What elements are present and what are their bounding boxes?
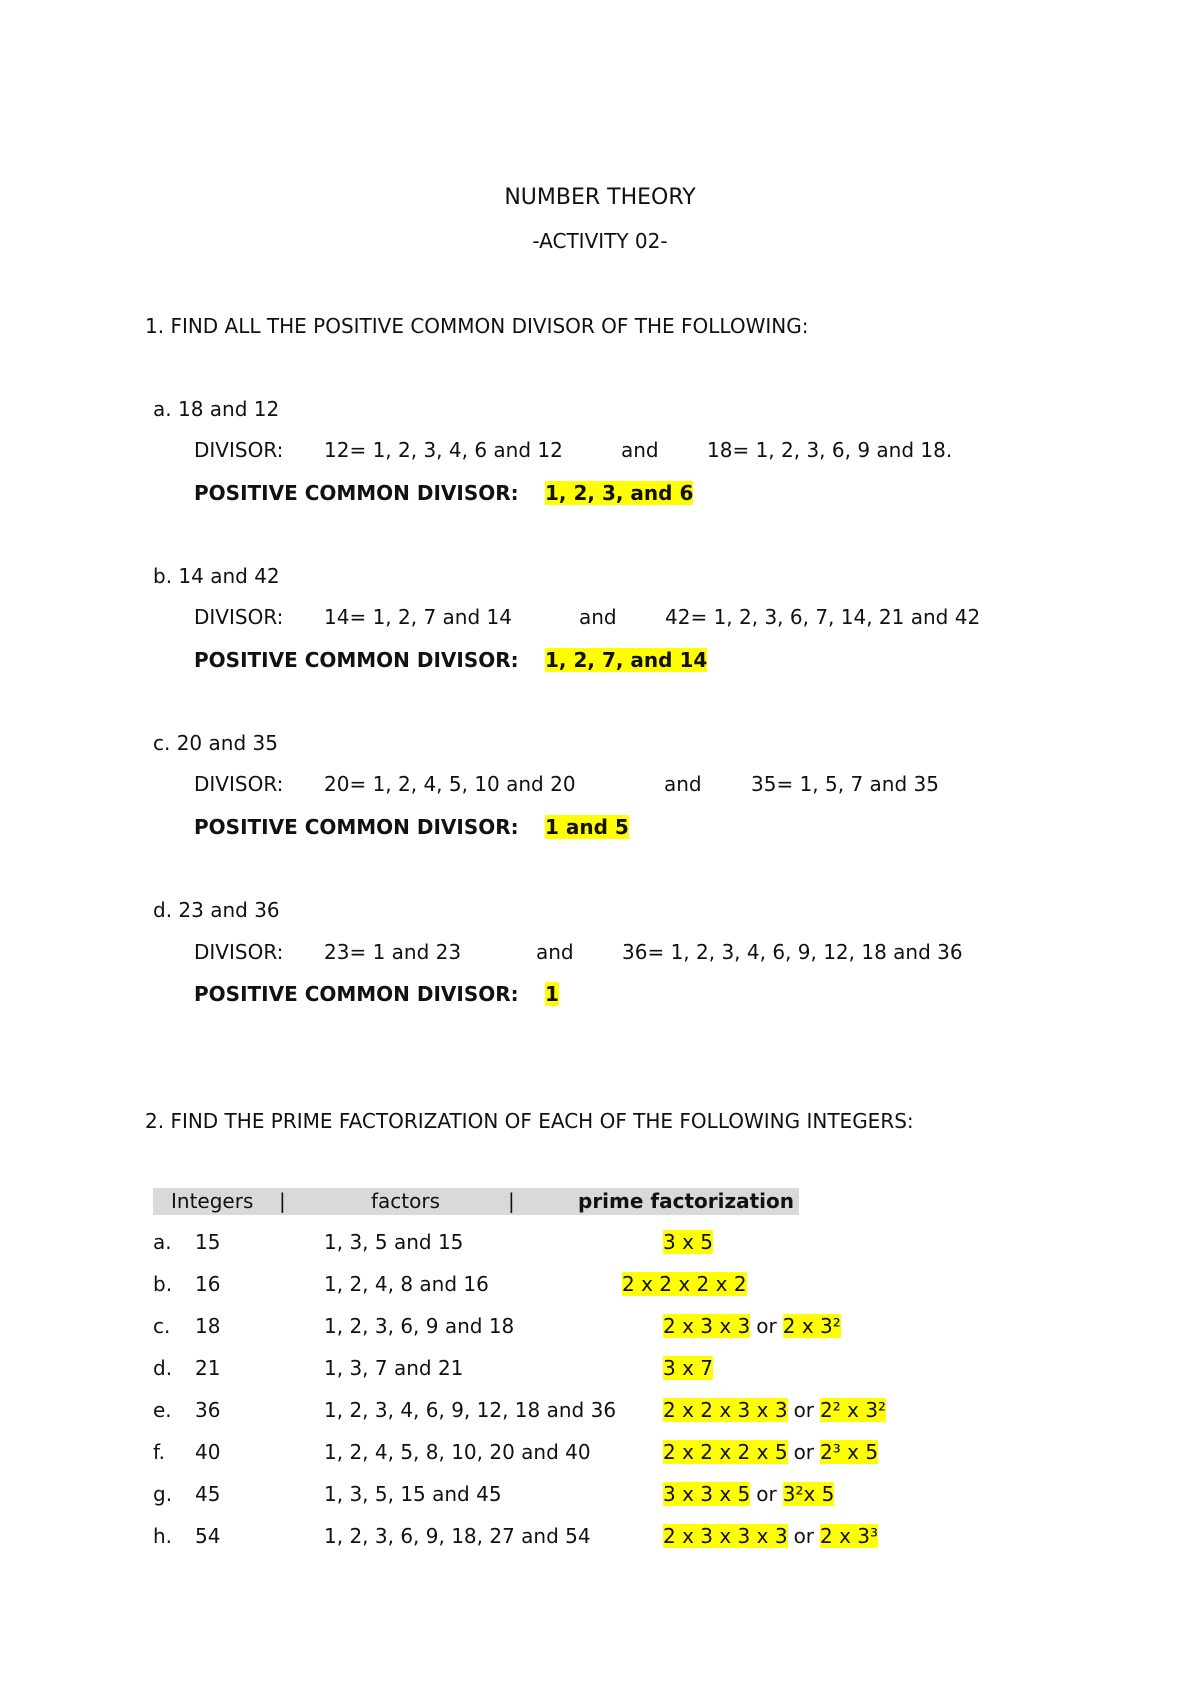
prime-answer: 2 x 2 x 2 x 5 — [663, 1440, 788, 1464]
prime-answer: 2 x 3 x 3 — [663, 1314, 751, 1338]
pcd-label: POSITIVE COMMON DIVISOR: — [194, 982, 519, 1006]
row-letter: d. — [153, 1356, 173, 1380]
prime-answer: 2 x 2 x 2 x 2 — [622, 1272, 747, 1296]
row-integer: 45 — [195, 1482, 221, 1506]
row-prime-factorization — [663, 1356, 713, 1380]
prime-answer: 3 x 7 — [663, 1356, 713, 1380]
prime-answer: 2 x 2 x 3 x 3 — [663, 1398, 788, 1422]
prime-answer-alt: 3²x 5 — [782, 1482, 835, 1506]
row-prime-factorization — [663, 1440, 878, 1464]
or-word: or — [793, 1440, 815, 1464]
question-1-heading: 1. FIND ALL THE POSITIVE COMMON DIVISOR OF THE FOLLOWING: — [145, 314, 809, 338]
item-a-label: a. 18 and 12 — [153, 397, 280, 421]
prime-answer: 3 x 5 — [663, 1230, 713, 1254]
row-prime-factorization — [663, 1314, 841, 1338]
divisor-right-list: 36= 1, 2, 3, 4, 6, 9, 12, 18 and 36 — [622, 940, 963, 964]
row-factors: 1, 2, 3, 4, 6, 9, 12, 18 and 36 — [324, 1398, 617, 1422]
page-subtitle: -ACTIVITY 02- — [532, 229, 668, 253]
row-integer: 18 — [195, 1314, 221, 1338]
divisor-label: DIVISOR: — [194, 940, 284, 964]
item-d-label: d. 23 and 36 — [153, 898, 280, 922]
divisor-left-list: 14= 1, 2, 7 and 14 — [324, 605, 512, 629]
row-integer: 16 — [195, 1272, 221, 1296]
prime-answer-alt: 2² x 3² — [820, 1398, 887, 1422]
row-integer: 21 — [195, 1356, 221, 1380]
or-word: or — [793, 1524, 815, 1548]
row-factors: 1, 2, 3, 6, 9 and 18 — [324, 1314, 515, 1338]
row-letter: f. — [153, 1440, 165, 1464]
prime-answer: 2 x 3 x 3 x 3 — [663, 1524, 788, 1548]
divisor-right-list: 18= 1, 2, 3, 6, 9 and 18. — [707, 438, 953, 462]
row-prime-factorization — [622, 1272, 747, 1296]
divisor-label: DIVISOR: — [194, 438, 284, 462]
pcd-answer: 1 — [545, 982, 559, 1006]
header-separator: | — [279, 1189, 286, 1213]
and-word: and — [536, 940, 574, 964]
row-factors: 1, 2, 3, 6, 9, 18, 27 and 54 — [324, 1524, 591, 1548]
divisor-left-list: 20= 1, 2, 4, 5, 10 and 20 — [324, 772, 576, 796]
row-integer: 54 — [195, 1524, 221, 1548]
pcd-label: POSITIVE COMMON DIVISOR: — [194, 815, 519, 839]
row-letter: b. — [153, 1272, 173, 1296]
item-c-label: c. 20 and 35 — [153, 731, 278, 755]
and-word: and — [621, 438, 659, 462]
row-factors: 1, 3, 5, 15 and 45 — [324, 1482, 502, 1506]
row-integer: 40 — [195, 1440, 221, 1464]
page-title: NUMBER THEORY — [504, 185, 696, 210]
header-prime-factorization: prime factorization — [578, 1189, 795, 1213]
divisor-left-list: 12= 1, 2, 3, 4, 6 and 12 — [324, 438, 563, 462]
divisor-label: DIVISOR: — [194, 605, 284, 629]
row-prime-factorization — [663, 1230, 713, 1254]
pcd-label: POSITIVE COMMON DIVISOR: — [194, 481, 519, 505]
row-prime-factorization — [663, 1482, 834, 1506]
row-letter: h. — [153, 1524, 173, 1548]
pcd-answer: 1, 2, 3, and 6 — [545, 481, 694, 505]
or-word: or — [756, 1314, 777, 1338]
row-letter: c. — [153, 1314, 171, 1338]
pcd-answer: 1, 2, 7, and 14 — [545, 648, 708, 672]
row-letter: g. — [153, 1482, 173, 1506]
prime-answer-alt: 2³ x 5 — [820, 1440, 879, 1464]
row-factors: 1, 3, 5 and 15 — [324, 1230, 464, 1254]
prime-answer-alt: 2 x 3³ — [820, 1524, 879, 1548]
table-header — [153, 1188, 799, 1215]
row-factors: 1, 3, 7 and 21 — [324, 1356, 464, 1380]
row-letter: e. — [153, 1398, 172, 1422]
row-letter: a. — [153, 1230, 172, 1254]
prime-answer-alt: 2 x 3² — [782, 1314, 841, 1338]
or-word: or — [756, 1482, 777, 1506]
divisor-right-list: 42= 1, 2, 3, 6, 7, 14, 21 and 42 — [665, 605, 981, 629]
item-b-label: b. 14 and 42 — [153, 564, 280, 588]
pcd-answer: 1 and 5 — [545, 815, 629, 839]
row-prime-factorization — [663, 1524, 878, 1548]
pcd-label: POSITIVE COMMON DIVISOR: — [194, 648, 519, 672]
row-integer: 15 — [195, 1230, 221, 1254]
prime-answer: 3 x 3 x 5 — [663, 1482, 751, 1506]
and-word: and — [579, 605, 617, 629]
row-factors: 1, 2, 4, 8 and 16 — [324, 1272, 489, 1296]
question-2-heading: 2. FIND THE PRIME FACTORIZATION OF EACH OF THE FOLLOWING INTEGERS: — [145, 1109, 914, 1133]
and-word: and — [664, 772, 702, 796]
or-word: or — [793, 1398, 815, 1422]
row-prime-factorization — [663, 1398, 886, 1422]
row-integer: 36 — [195, 1398, 221, 1422]
header-factors: factors — [371, 1189, 441, 1213]
header-separator: | — [508, 1189, 515, 1213]
header-integers: Integers — [171, 1189, 254, 1213]
divisor-right-list: 35= 1, 5, 7 and 35 — [751, 772, 939, 796]
row-factors: 1, 2, 4, 5, 8, 10, 20 and 40 — [324, 1440, 591, 1464]
divisor-label: DIVISOR: — [194, 772, 284, 796]
divisor-left-list: 23= 1 and 23 — [324, 940, 462, 964]
